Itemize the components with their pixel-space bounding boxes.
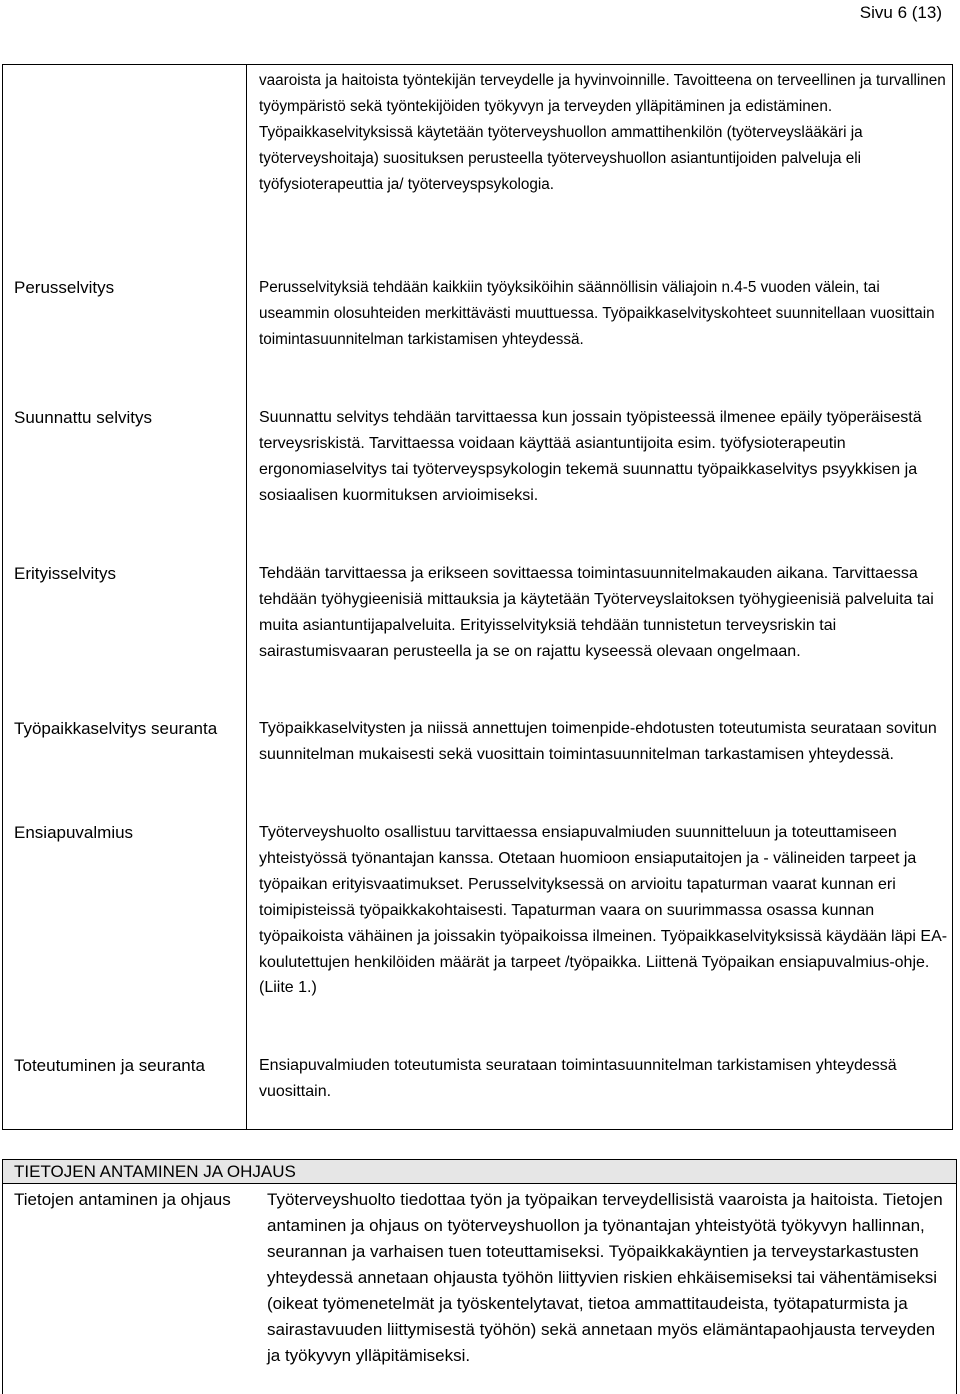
label-perusselvitys: Perusselvitys [14, 278, 115, 297]
services-table [2, 64, 953, 1130]
text-toteutuminen-ja-seuranta: Ensiapuvalmiuden toteutumista seurataan toimintasuunnitelman tarkistamisen yhteydessä vuosittain. [259, 1057, 897, 1100]
intro-paragraph: vaaroista ja haitoista työntekijän terveydelle ja hyvinvoinnille. Tavoitteena on terveellinen ja turvallinen työympäristö sekä työntekijöiden työkyvyn ja terveyden ylläpitäminen ja edistäminen. Työpaikkaselvityksissä käytetään työterveyshuollon ammattihenkilön (työterveyslääkäri ja työterveyshoitaja) suosituksen perusteella työterveyshuollon asiantuntijoiden palveluja eli työfysioterapeuttia ja/ työterveyspsykologia. [259, 72, 946, 193]
label-erityisselvitys: Erityisselvitys [14, 564, 117, 583]
text-tietojen-antaminen: Työterveyshuolto tiedottaa työn ja työpaikan terveydellisistä vaaroista ja haitoista. Tietojen antaminen ja ohjaus on työterveyshuollon ja työnantajan yhteistyötä työkyvyn hallinnan, seurannan ja varhaisen tuen toteuttamiseksi. Työpaikkakäyntien ja terveystarkastusten yhteydessä annetaan ohjausta työhön liittyvien riskien ehkäisemiseksi tai vähentämiseksi (oikeat työmenetelmät ja työskentelytavat, tietoa ammattitaudeista, työtapaturmista ja sairastavuuden liittymisestä työhön) sekä annetaan myös elämäntapaohjausta terveyden ja työkyvyn ylläpitämiseksi. [267, 1190, 943, 1365]
text-erityisselvitys: Tehdään tarvittaessa ja erikseen sovittaessa toimintasuunnitelmakauden aikana. Tarvittaessa tehdään työhygieenisiä mittauksia ja käytetään Työterveyslaitoksen työhygieenisiä palveluita tai muita asiantuntijapalveluita. Erityisselvityksiä tehdään tunnistetun terveysriskin tai sairastumisvaaran perusteella ja se on rajattu kyseessä olevaan ongelmaan. [259, 565, 934, 660]
label-tyopaikkaselvitys-seuranta: Työpaikkaselvitys seuranta [14, 719, 218, 738]
text-tyopaikkaselvitys-seuranta: Työpaikkaselvitysten ja niissä annettujen toimenpide-ehdotusten toteutumista seurataan sovitun suunnitelman mukaisesti sekä vuosittain toimintasuunnitelman tarkastamisen yhteydessä. [259, 720, 937, 763]
label-tietojen-antaminen: Tietojen antaminen ja ohjaus [14, 1190, 231, 1209]
section-header-title: TIETOJEN ANTAMINEN JA OHJAUS [14, 1162, 296, 1181]
text-perusselvitys: Perusselvityksiä tehdään kaikkiin työyksiköihin säännöllisin väliajoin n.4-5 vuoden välein, tai useammin olosuhteiden merkittävästi muuttuessa. Työpaikkaselvityskohteet suunnitellaan vuosittain toimintasuunnitelman tarkistamisen yhteydessä. [259, 279, 935, 348]
section-header [3, 1160, 956, 1184]
text-suunnattu-selvitys: Suunnattu selvitys tehdään tarvittaessa kun jossain työpisteessä ilmenee epäily työperäisestä terveysriskistä. Tarvittaessa voidaan käyttää asiantuntijoita esim. työfysioterapeutin ergonomiaselvitys tai työterveyspsykologin tekemä suunnattu työpaikkaselvitys psyykkisen ja sosiaalisen kuormituksen arvioimiseksi. [259, 409, 922, 504]
information-guidance-table [2, 1159, 957, 1394]
label-toteutuminen-ja-seuranta: Toteutuminen ja seuranta [14, 1056, 205, 1075]
description-column [247, 65, 952, 1129]
label-column [3, 65, 246, 1129]
label-suunnattu-selvitys: Suunnattu selvitys [14, 408, 152, 427]
page-number: Sivu 6 (13) [859, 3, 942, 22]
label-ensiapuvalmius: Ensiapuvalmius [14, 823, 134, 842]
text-ensiapuvalmius: Työterveyshuolto osallistuu tarvittaessa ensiapuvalmiuden suunnitteluun ja toteuttamiseen yhteistyössä työnantajan kanssa. Otetaan huomioon ensiaputaitojen ja - välineiden tarpeet ja työpaikan erityisvaatimukset. Perusselvityksessä on arvioitu tapaturman vaarat kunnan eri toimipisteissä työpaikkakohtaisesti. Tapaturman vaara on suurimmassa osassa kunnan työpaikoista vähäinen ja joissakin työpaikoissa ilmeinen. Työpaikkaselvityksissä käydään läpi EA-koulutettujen henkilöiden määrät ja tarpeet /työpaikka. Liittenä Työpaikan ensiapuvalmius-ohje.(Liite 1.) [259, 824, 948, 997]
